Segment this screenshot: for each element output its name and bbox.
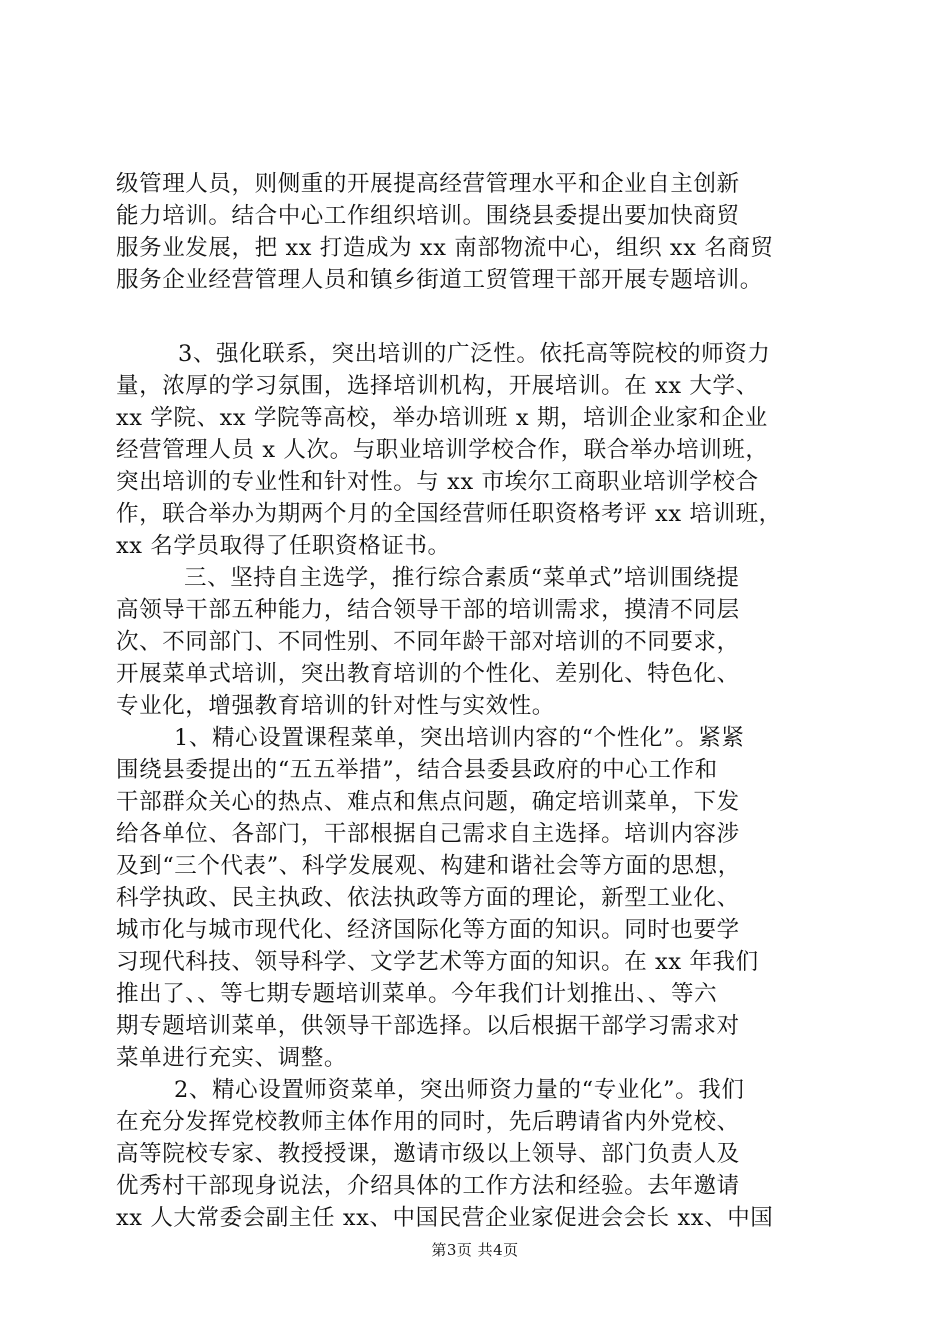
text-line: 围绕县委提出的“五五举措”，结合县委县政府的中心工作和 xyxy=(116,757,718,783)
text-line: 能力培训。结合中心工作组织培训。围绕县委提出要加快商贸 xyxy=(116,203,740,229)
text-line: 级管理人员，则侧重的开展提高经营管理水平和企业自主创新 xyxy=(116,171,740,197)
text-line: 1、精心设置课程菜单，突出培训内容的“个性化”。紧紧 xyxy=(174,725,745,751)
text-line: 习现代科技、领导科学、文学艺术等方面的知识。在 xx 年我们 xyxy=(116,949,759,975)
text-line: 次、不同部门、不同性别、不同年龄干部对培训的不同要求， xyxy=(116,629,740,655)
text-line: 量，浓厚的学习氛围，选择培训机构，开展培训。在 xx 大学、 xyxy=(116,373,759,399)
text-line: 科学执政、民主执政、依法执政等方面的理论，新型工业化、 xyxy=(116,885,740,911)
paragraph-heading-three xyxy=(116,562,856,722)
page-number: 第3页 共4页 xyxy=(431,1241,519,1259)
paragraph-section-3 xyxy=(116,338,856,562)
text-line: 开展菜单式培训，突出教育培训的个性化、差别化、特色化、 xyxy=(116,661,740,687)
text-line: 城市化与城市现代化、经济国际化等方面的知识。同时也要学 xyxy=(116,917,740,943)
text-line: 菜单进行充实、调整。 xyxy=(116,1045,348,1071)
text-line: 三、坚持自主选学，推行综合素质“菜单式”培训围绕提 xyxy=(184,565,740,591)
text-line: xx 人大常委会副主任 xx、中国民营企业家促进会会长 xx、中国 xyxy=(116,1205,774,1231)
text-line: 专业化，增强教育培训的针对性与实效性。 xyxy=(116,693,555,719)
text-line: 优秀村干部现身说法，介绍具体的工作方法和经验。去年邀请 xyxy=(116,1173,740,1199)
text-line: 突出培训的专业性和针对性。与 xx 市埃尔工商职业培训学校合 xyxy=(116,469,759,495)
text-line: 2、精心设置师资菜单，突出师资力量的“专业化”。我们 xyxy=(174,1077,745,1103)
paragraph-faculty-menu xyxy=(116,1074,856,1234)
text-line: 给各单位、各部门，干部根据自己需求自主选择。培训内容涉 xyxy=(116,821,740,847)
paragraph-course-menu xyxy=(116,722,856,1074)
text-line: 及到“三个代表”、科学发展观、构建和谐社会等方面的思想， xyxy=(116,853,741,879)
text-line: 在充分发挥党校教师主体作用的同时，先后聘请省内外党校、 xyxy=(116,1109,740,1135)
text-line: 3、强化联系，突出培训的广泛性。依托高等院校的师资力 xyxy=(178,341,771,367)
text-line: 服务企业经营管理人员和镇乡街道工贸管理干部开展专题培训。 xyxy=(116,267,763,293)
text-line: xx 学院、xx 学院等高校，举办培训班 x 期，培训企业家和企业 xyxy=(116,405,768,431)
text-line: 作，联合举办为期两个月的全国经营师任职资格考评 xx 培训班， xyxy=(116,501,782,527)
document-body xyxy=(116,168,856,1234)
text-line: 高等院校专家、教授授课，邀请市级以上领导、部门负责人及 xyxy=(116,1141,740,1167)
paragraph-gap xyxy=(116,296,856,338)
paragraph-continuation xyxy=(116,168,856,296)
text-line: xx 名学员取得了任职资格证书。 xyxy=(116,533,451,559)
page-footer xyxy=(0,1240,950,1260)
text-line: 高领导干部五种能力，结合领导干部的培训需求，摸清不同层 xyxy=(116,597,740,623)
text-line: 服务业发展，把 xx 打造成为 xx 南部物流中心，组织 xx 名商贸 xyxy=(116,235,774,261)
text-line: 推出了、、等七期专题培训菜单。今年我们计划推出、、等六 xyxy=(116,981,718,1007)
text-line: 经营管理人员 x 人次。与职业培训学校合作，联合举办培训班， xyxy=(116,437,769,463)
text-line: 干部群众关心的热点、难点和焦点问题，确定培训菜单，下发 xyxy=(116,789,740,815)
text-line: 期专题培训菜单，供领导干部选择。以后根据干部学习需求对 xyxy=(116,1013,740,1039)
